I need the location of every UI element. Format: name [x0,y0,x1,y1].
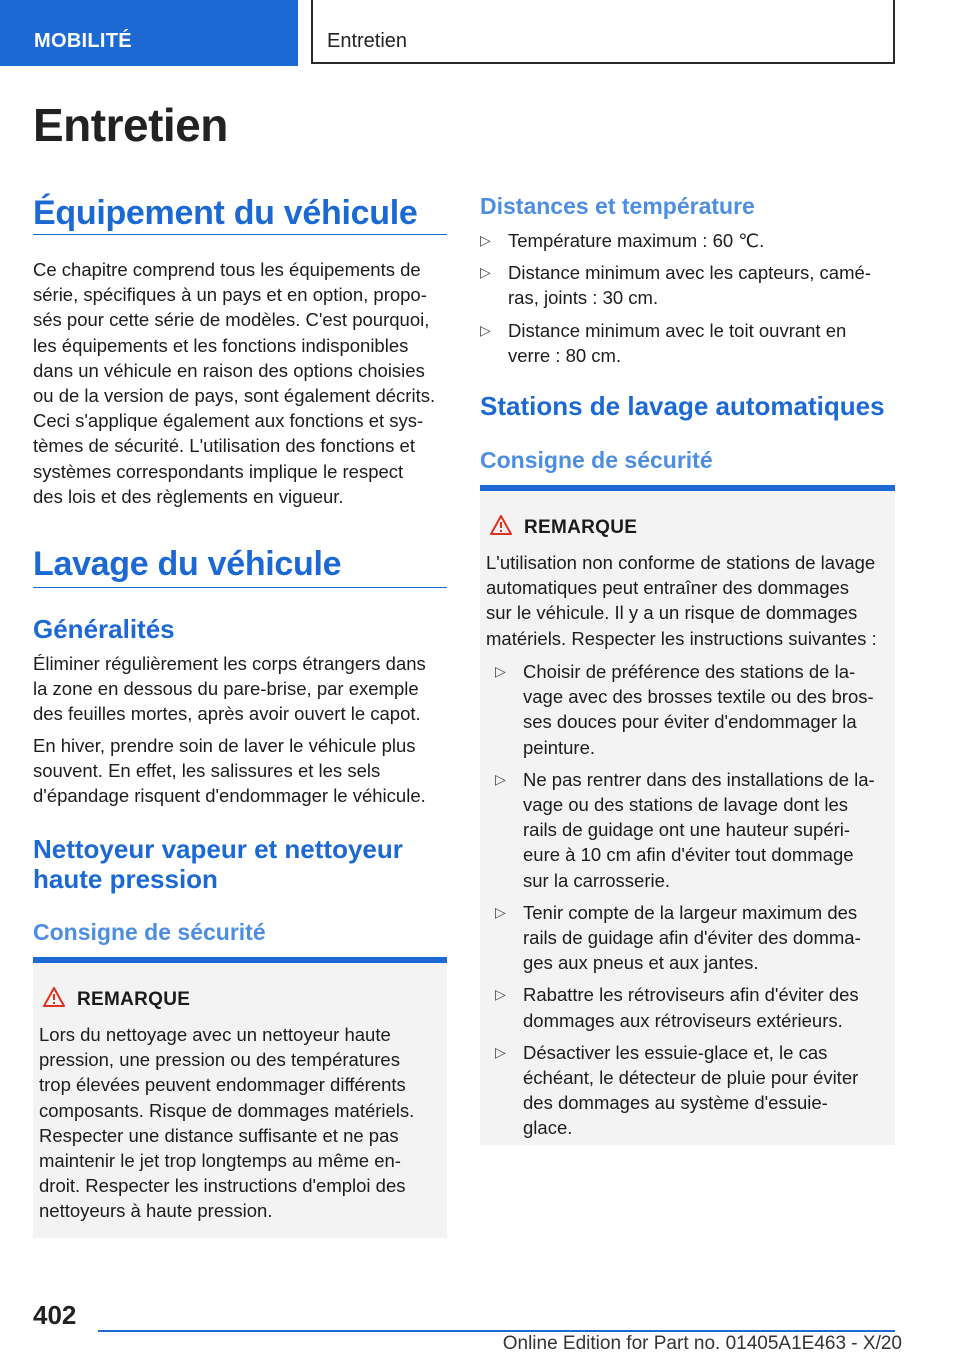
list-item: ▷ Désactiver les essuie-glace et, le cas échéant, le détecteur de pluie pour éviter des dommages au système d'essuie- glace. [495,1041,859,1139]
steam-cleaner-heading: Nettoyeur vapeur et nettoyeur haute pression [33,834,403,894]
header-bar [0,0,960,66]
warning-icon [490,515,512,535]
equipment-heading: Équipement du véhicule [33,194,418,232]
page-title: Entretien [33,99,228,151]
general-heading: Généralités [33,614,175,644]
bullet-triangle-icon: ▷ [495,903,506,920]
warning-icon [43,987,65,1007]
distances-list [480,228,895,368]
bullet-triangle-icon: ▷ [495,770,506,787]
bullet-triangle-icon: ▷ [495,986,506,1003]
bullet-triangle-icon: ▷ [480,232,491,248]
footer-edition: Online Edition for Part no. 01405A1E463 - X/20 [502,1333,902,1354]
bullet-triangle-icon: ▷ [495,1043,506,1060]
footer-rule [98,1330,895,1332]
chapter-tab[interactable]: MOBILITÉ [0,0,298,66]
list-item: ▷ Température maximum : 60 ℃. [480,228,895,253]
right-notice-title: REMARQUE [524,517,638,538]
equipment-heading-rule [33,234,447,235]
right-notice-box [480,485,895,1145]
wash-heading: Lavage du véhicule [33,545,342,583]
right-safety-heading: Consigne de sécurité [480,447,713,473]
bullet-triangle-icon: ▷ [480,321,491,338]
general-paragraph-2: En hiver, prendre soin de laver le véhicule plus souvent. En effet, les salissures et les sels d'épandage risquent d'endommager le véhicule. [33,735,426,807]
left-notice-title: REMARQUE [77,989,191,1010]
list-item: ▷ Rabattre les rétroviseurs afin d'éviter des dommages aux rétroviseurs extérieurs. [495,984,859,1031]
distances-heading: Distances et température [480,193,755,219]
list-item: ▷ Ne pas rentrer dans des installations de la- vage ou des stations de lavage dont les rails de guidage ont une hauteur supéri- eure à 10 cm afin d'éviter tout dommage sur la carrosserie. [495,768,875,891]
list-item: ▷ Distance minimum avec le toit ouvrant en verre : 80 cm. [480,319,847,366]
right-notice-list [495,659,890,1141]
list-item: ▷ Choisir de préférence des stations de la- vage avec des brosses textile ou des bros- ses douces pour éviter d'endommager la peinture. [495,661,874,758]
list-item: ▷ Tenir compte de la largeur maximum des rails de guidage afin d'éviter des domma- ges aux pneus et aux jantes. [495,901,861,974]
list-item: ▷ Distance minimum avec les capteurs, camé- ras, joints : 30 cm. [480,262,871,309]
bullet-triangle-icon: ▷ [480,264,491,281]
equipment-paragraph: Ce chapitre comprend tous les équipements de série, spécifiques à un pays et en option, propo- sés pour cette série de modèles. C'est pourquoi, les équipements et les fonctions indisponibles dans un véhicule en raison des options choisies ou de la version de pays, sont également décrits. Ceci s'applique également aux fonctions et sys- tèmes de sécurité. L'utilisation des fonctions et systèmes correspondants implique le respect des lois et des règlements en vigueur. [33,259,436,507]
stations-heading: Stations de lavage automatiques [480,391,885,421]
general-paragraph-1: Éliminer régulièrement les corps étrangers dans la zone en dessous du pare-brise, par exemple des feuilles mortes, après avoir ouvert le capot. [33,653,426,725]
wash-heading-rule [33,587,447,588]
bullet-triangle-icon: ▷ [495,663,506,679]
right-notice-intro: L'utilisation non conforme de stations de lavage automatiques peut entraîner des dommages sur le véhicule. Il y a un risque de dommages matériels. Respecter les instructions suivantes : [486,552,877,649]
left-safety-heading: Consigne de sécurité [33,919,266,945]
left-notice-box [33,957,447,1238]
page-number: 402 [33,1300,77,1330]
left-notice-text: Lors du nettoyage avec un nettoyeur haute pression, une pression ou des températures trop élevées peuvent endommager différents composants. Risque de dommages matériels. Respecter une distance suffisante et ne pas maintenir le jet trop longtemps au même en- droit. Respecter les instructions d'emploi des nettoyeurs à haute pression. [39,1024,415,1222]
section-tab[interactable]: Entretien [311,0,895,64]
